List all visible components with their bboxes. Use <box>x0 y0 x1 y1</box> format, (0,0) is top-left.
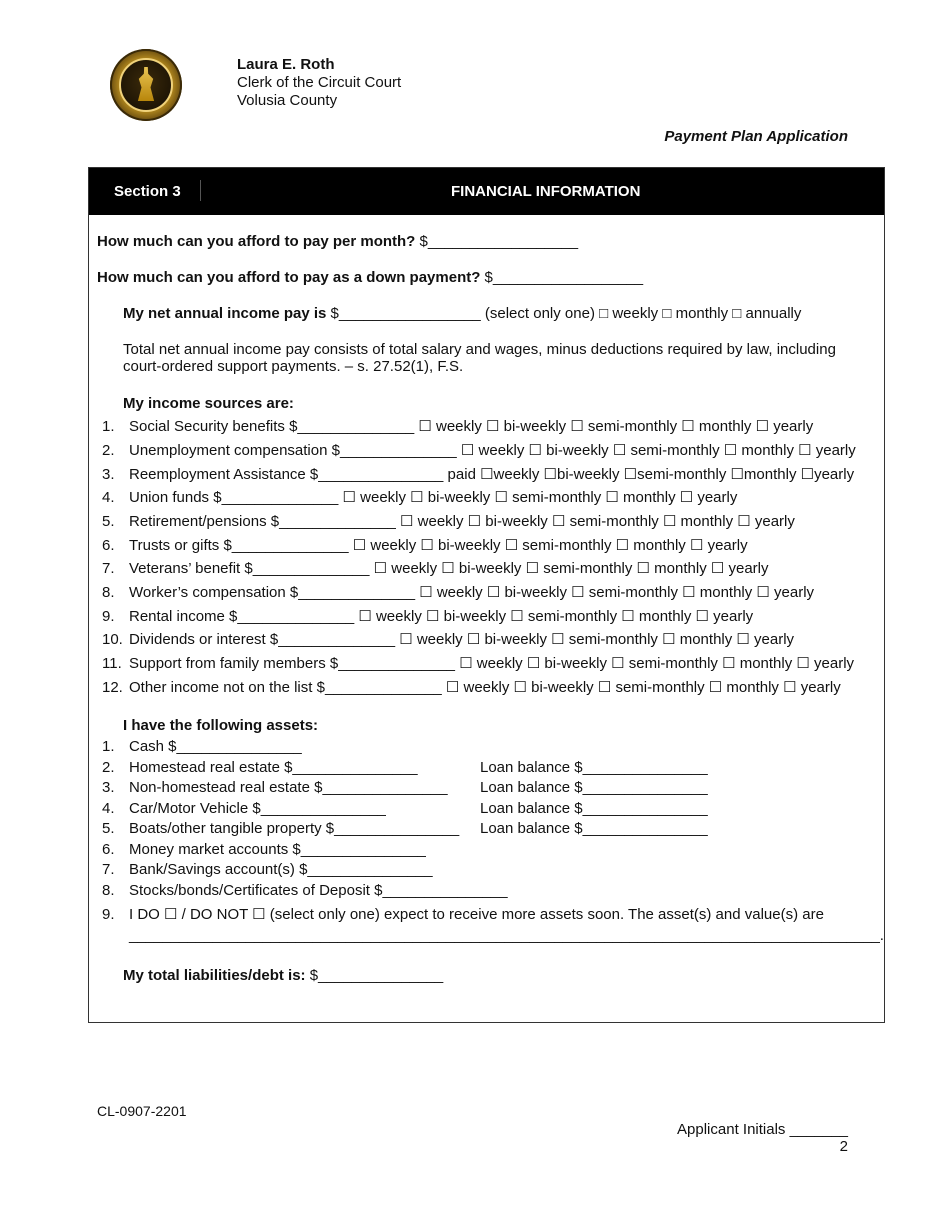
asset-item-number: 5. <box>102 820 115 837</box>
income-item-text[interactable]: Social Security benefits $______________ ☐ weekly ☐ bi-weekly ☐ semi-monthly ☐ monthly ☐ yearly <box>129 418 814 435</box>
loan-balance-field[interactable]: Loan balance $_______________ <box>480 779 708 796</box>
asset-item-text[interactable]: Stocks/bonds/Certificates of Deposit $_______________ <box>129 882 508 899</box>
asset-item[interactable] <box>102 779 448 796</box>
income-item[interactable] <box>102 607 753 625</box>
income-item-number: 4. <box>102 489 115 506</box>
clerk-title: Clerk of the Circuit Court <box>237 74 402 91</box>
income-item[interactable] <box>102 678 841 696</box>
asset-item[interactable] <box>102 759 418 776</box>
income-item[interactable] <box>102 654 854 672</box>
income-item[interactable] <box>102 583 814 601</box>
liabilities-label: My total liabilities/debt is: <box>123 967 306 984</box>
asset-item-text[interactable]: Cash $_______________ <box>129 738 302 755</box>
net-income-options[interactable]: $_________________ (select only one) □ weekly □ monthly □ annually <box>326 305 802 322</box>
county-name: Volusia County <box>237 92 338 109</box>
asset-description-line[interactable]: __________________________________________________________________________________________. <box>129 927 884 944</box>
income-item-number: 7. <box>102 560 115 577</box>
income-item-text[interactable]: Rental income $______________ ☐ weekly ☐ bi-weekly ☐ semi-monthly ☐ monthly ☐ yearly <box>129 608 754 625</box>
income-item[interactable] <box>102 441 856 459</box>
income-item[interactable] <box>102 630 794 648</box>
asset-item-number: 3. <box>102 779 115 796</box>
income-item[interactable] <box>102 512 795 530</box>
asset-item-number: 8. <box>102 882 115 899</box>
page-number: 2 <box>839 1138 848 1155</box>
net-income-question[interactable] <box>123 305 801 322</box>
income-item-text[interactable]: Trusts or gifts $______________ ☐ weekly ☐ bi-weekly ☐ semi-monthly ☐ monthly ☐ yearly <box>129 537 748 554</box>
income-item-number: 8. <box>102 584 115 601</box>
asset-item-number: 2. <box>102 759 115 776</box>
loan-balance-field[interactable]: Loan balance $_______________ <box>480 820 708 837</box>
income-sources-heading: My income sources are: <box>123 395 294 412</box>
clerk-name: Laura E. Roth <box>237 56 335 73</box>
asset-item-number: 6. <box>102 841 115 858</box>
section-header-bar <box>89 168 884 215</box>
asset-item-text[interactable]: Car/Motor Vehicle $_______________ <box>129 800 386 817</box>
circuit-court-seal-icon <box>110 49 182 121</box>
income-item-text[interactable]: Reemployment Assistance $_______________ paid ☐weekly ☐bi-weekly ☐semi-monthly ☐monthly ☐yearly <box>129 466 855 483</box>
asset-item-number: 4. <box>102 800 115 817</box>
net-income-note-line-1: Total net annual income pay consists of total salary and wages, minus deductions required by law, including <box>123 341 836 358</box>
asset-item-text[interactable]: Bank/Savings account(s) $_______________ <box>129 861 433 878</box>
section-title: FINANCIAL INFORMATION <box>451 183 641 200</box>
income-item-text[interactable]: Retirement/pensions $______________ ☐ weekly ☐ bi-weekly ☐ semi-monthly ☐ monthly ☐ yearly <box>129 513 795 530</box>
income-item[interactable] <box>102 465 854 483</box>
income-item-number: 9. <box>102 608 115 625</box>
asset-item-number: 9. <box>102 906 115 923</box>
income-item-text[interactable]: Other income not on the list $______________ ☐ weekly ☐ bi-weekly ☐ semi-monthly ☐ monthly ☐ yearly <box>129 679 841 696</box>
section-divider <box>200 180 201 201</box>
asset-item[interactable] <box>102 841 426 858</box>
asset-item[interactable] <box>102 820 459 837</box>
down-payment-blank[interactable]: $__________________ <box>480 269 644 286</box>
down-payment-question[interactable] <box>97 269 643 286</box>
asset-item[interactable] <box>102 861 433 878</box>
loan-balance-field[interactable]: Loan balance $_______________ <box>480 800 708 817</box>
section-label: Section 3 <box>114 183 181 200</box>
per-month-blank[interactable]: $__________________ <box>415 233 579 250</box>
income-item-number: 6. <box>102 537 115 554</box>
income-item-text[interactable]: Dividends or interest $______________ ☐ weekly ☐ bi-weekly ☐ semi-monthly ☐ monthly ☐ yearly <box>129 631 795 648</box>
income-item[interactable] <box>102 488 737 506</box>
liabilities-blank[interactable]: $_______________ <box>305 967 444 984</box>
asset-item[interactable] <box>102 738 302 755</box>
income-item-number: 10. <box>102 631 123 648</box>
per-month-label: How much can you afford to pay per month? <box>97 233 416 250</box>
income-item-text[interactable]: Veterans’ benefit $______________ ☐ weekly ☐ bi-weekly ☐ semi-monthly ☐ monthly ☐ yearly <box>129 560 769 577</box>
income-item[interactable] <box>102 417 813 435</box>
income-item-text[interactable]: Unemployment compensation $______________ ☐ weekly ☐ bi-weekly ☐ semi-monthly ☐ monthly ☐ yearly <box>129 442 856 459</box>
net-income-label: My net annual income pay is <box>123 305 327 322</box>
net-income-note-line-2: court-ordered support payments. – s. 27.52(1), F.S. <box>123 358 464 375</box>
form-title: Payment Plan Application <box>664 128 848 145</box>
income-item[interactable] <box>102 536 748 554</box>
asset-item-number: 7. <box>102 861 115 878</box>
asset-item-text[interactable]: Boats/other tangible property $_______________ <box>129 820 460 837</box>
per-month-question[interactable] <box>97 233 578 250</box>
income-item-text[interactable]: Union funds $______________ ☐ weekly ☐ bi-weekly ☐ semi-monthly ☐ monthly ☐ yearly <box>129 489 738 506</box>
income-item-number: 3. <box>102 466 115 483</box>
income-item[interactable] <box>102 559 769 577</box>
down-payment-label: How much can you afford to pay as a down payment? <box>97 269 481 286</box>
applicant-initials[interactable]: Applicant Initials _______ <box>677 1121 848 1138</box>
asset-item-text[interactable]: Money market accounts $_______________ <box>129 841 426 858</box>
liabilities-question[interactable] <box>123 967 443 984</box>
asset-item[interactable] <box>102 800 386 817</box>
income-item-text[interactable]: Support from family members $______________ ☐ weekly ☐ bi-weekly ☐ semi-monthly ☐ monthly ☐ yearly <box>129 655 855 672</box>
loan-balance-field[interactable]: Loan balance $_______________ <box>480 759 708 776</box>
asset-item[interactable] <box>102 882 508 899</box>
assets-heading: I have the following assets: <box>123 717 319 734</box>
form-code: CL-0907-2201 <box>97 1103 187 1119</box>
income-item-text[interactable]: Worker’s compensation $______________ ☐ weekly ☐ bi-weekly ☐ semi-monthly ☐ monthly ☐ yearly <box>129 584 815 601</box>
income-item-number: 1. <box>102 418 115 435</box>
asset-item-text[interactable]: Homestead real estate $_______________ <box>129 759 418 776</box>
income-item-number: 2. <box>102 442 115 459</box>
income-item-number: 12. <box>102 679 123 696</box>
asset-item[interactable] <box>102 905 824 923</box>
income-item-number: 11. <box>102 655 122 672</box>
asset-item-text[interactable]: Non-homestead real estate $_______________ <box>129 779 448 796</box>
asset-item-number: 1. <box>102 738 115 755</box>
income-item-number: 5. <box>102 513 115 530</box>
asset-item-text[interactable]: I DO ☐ / DO NOT ☐ (select only one) expect to receive more assets soon. The asset(s) and value(s) are <box>129 906 824 923</box>
